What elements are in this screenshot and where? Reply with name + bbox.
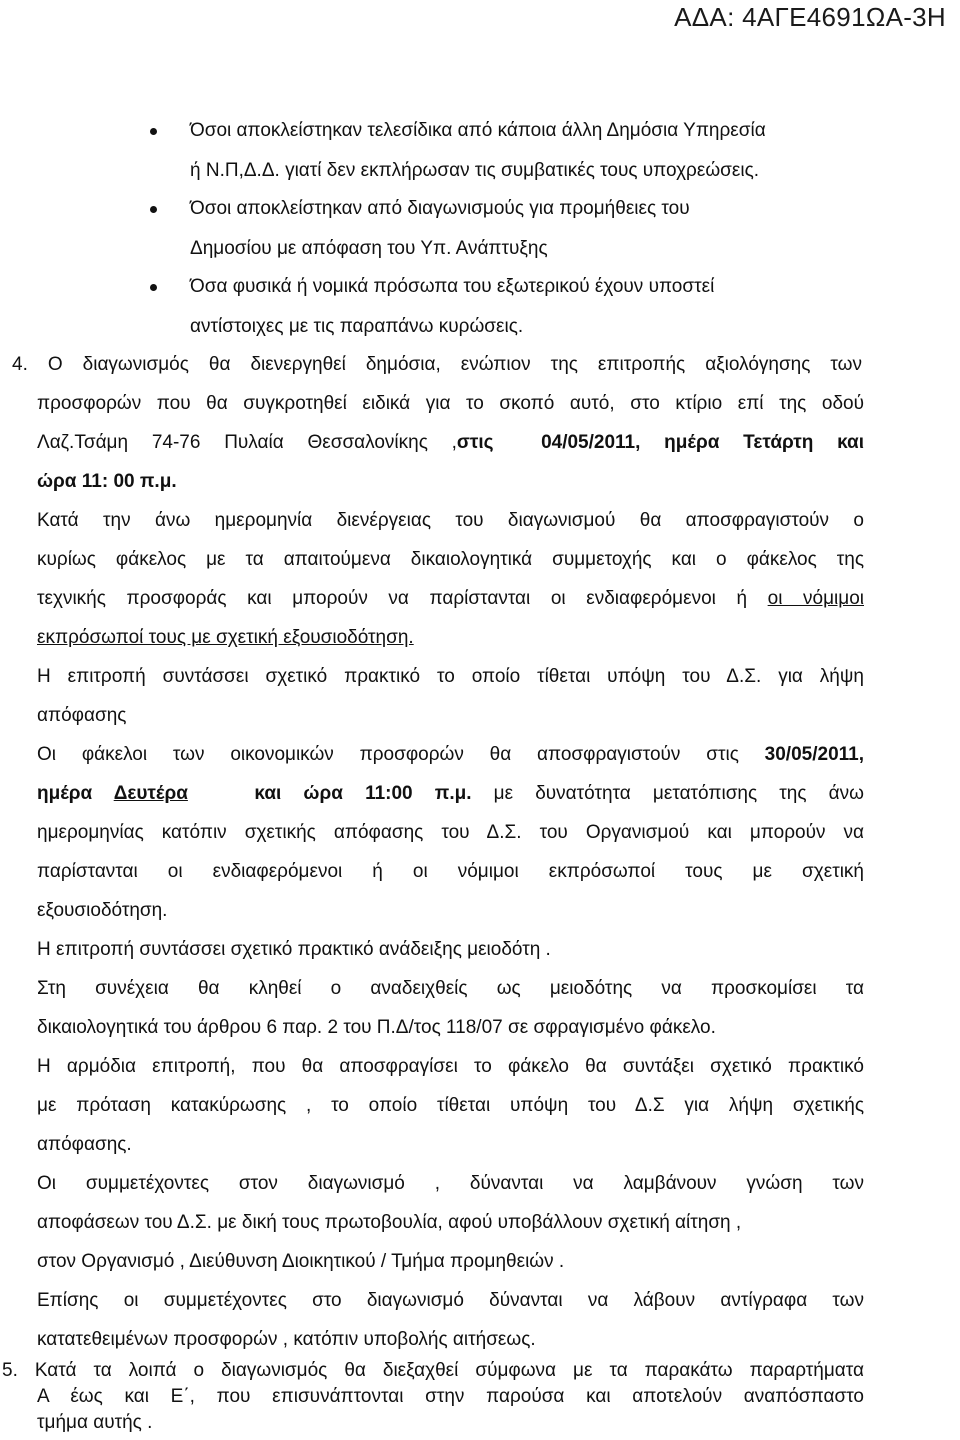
section5-line: τμήμα αυτής . bbox=[37, 1412, 153, 1433]
section5-line: 5. Κατά τα λοιπά ο διαγωνισμός θα διεξαχθεί σύμφωνα με τα παρακάτω παραρτήματα bbox=[2, 1360, 864, 1381]
paragraph-line: απόφασης bbox=[37, 705, 127, 726]
paragraph-text: Οι φάκελοι των οικονομικών προσφορών θα αποσφραγιστούν στις bbox=[37, 744, 765, 765]
financial-opening-date: 30/05/2011, bbox=[764, 744, 864, 765]
bullet-line: αντίστοιχες με τις παραπάνω κυρώσεις. bbox=[190, 316, 524, 337]
bullet-icon bbox=[150, 128, 157, 135]
paragraph-line: Η επιτροπή συντάσσει σχετικό πρακτικό το οποίο τίθεται υπόψη του Δ.Σ. για λήψη bbox=[37, 666, 864, 687]
paragraph-line: στον Οργανισμό , Διεύθυνση Διοικητικού / Τμήμα προμηθειών . bbox=[37, 1251, 565, 1272]
paragraph-line bbox=[37, 781, 864, 807]
bullet-line: Όσοι αποκλείστηκαν τελεσίδικα από κάποια άλλη Δημόσια Υπηρεσία bbox=[190, 120, 766, 141]
paragraph-line: Η επιτροπή συντάσσει σχετικό πρακτικό ανάδειξης μειοδότη . bbox=[37, 939, 551, 960]
paragraph-text: με δυνατότητα μετατόπισης της άνω bbox=[471, 783, 864, 804]
paragraph-line bbox=[37, 586, 864, 612]
section4-line: προσφορών που θα συγκροτηθεί ειδικά για το σκοπό αυτό, στο κτίριο επί της οδού bbox=[37, 393, 864, 414]
paragraph-line: Στη συνέχεια θα κληθεί ο αναδειχθείς ως μειοδότης να προσκομίσει τα bbox=[37, 978, 864, 999]
paragraph-line: κυρίως φάκελος με τα απαιτούμενα δικαιολογητικά συμμετοχής και ο φάκελος της bbox=[37, 549, 864, 570]
paragraph-line: απόφασης. bbox=[37, 1134, 132, 1155]
paragraph-line: κατατεθειμένων προσφορών , κατόπιν υποβολής αιτήσεως. bbox=[37, 1329, 536, 1350]
paragraph-line: Η αρμόδια επιτροπή, που θα αποσφραγίσει το φάκελο θα συντάξει σχετικό πρακτικό bbox=[37, 1056, 864, 1077]
paragraph-line: ημερομηνίας κατόπιν σχετικής απόφασης του Δ.Σ. του Οργανισμού και μπορούν να bbox=[37, 822, 864, 843]
bullet-icon bbox=[150, 206, 157, 213]
underlined-text: εκπρόσωποί τους με σχετική εξουσιοδότηση. bbox=[37, 627, 414, 648]
bullet-icon bbox=[150, 284, 157, 291]
paragraph-line: δικαιολογητικά του άρθρου 6 παρ. 2 του Π.Δ/τος 118/07 σε σφραγισμένο φάκελο. bbox=[37, 1017, 716, 1038]
opening-time: ώρα 11: 00 π.μ. bbox=[37, 471, 177, 492]
bullet-line: Δημοσίου με απόφαση του Υπ. Ανάπτυξης bbox=[190, 238, 548, 259]
address-city: Πυλαία Θεσσαλονίκης , bbox=[200, 432, 457, 453]
opening-date: στις 04/05/2011, ημέρα Τετάρτη και bbox=[456, 432, 864, 453]
bullet-line: Όσα φυσικά ή νομικά πρόσωπα του εξωτερικού έχουν υποστεί bbox=[190, 276, 715, 297]
paragraph-line bbox=[37, 742, 864, 768]
address-street: Λαζ.Τσάμη 74-76 bbox=[37, 432, 201, 453]
paragraph-line: Επίσης οι συμμετέχοντες στο διαγωνισμό δύνανται να λάβουν αντίγραφα των bbox=[37, 1290, 864, 1311]
paragraph-line: Κατά την άνω ημερομηνία διενέργειας του διαγωνισμού θα αποσφραγιστούν ο bbox=[37, 510, 864, 531]
paragraph-line bbox=[37, 625, 414, 651]
bullet-line: Όσοι αποκλείστηκαν από διαγωνισμούς για προμήθειες του bbox=[190, 198, 690, 219]
section4-line bbox=[37, 430, 864, 456]
bold-text: και ώρα 11:00 π.μ. bbox=[187, 783, 472, 804]
paragraph-line: Οι συμμετέχοντες στον διαγωνισμό , δύνανται να λαμβάνουν γνώση των bbox=[37, 1173, 864, 1194]
paragraph-line: παρίστανται οι ενδιαφερόμενοι ή οι νόμιμοι εκπρόσωποί τους με σχετική bbox=[37, 861, 864, 882]
bullet-line: ή Ν.Π,Δ.Δ. γιατί δεν εκπλήρωσαν τις συμβατικές τους υποχρεώσεις. bbox=[190, 160, 760, 181]
bold-text: ημέρα bbox=[37, 783, 114, 804]
ada-code: ΑΔΑ: 4ΑΓΕ4691ΩΑ-3Η bbox=[674, 2, 946, 32]
bold-underlined-text: Δευτέρα bbox=[113, 783, 188, 804]
section5-line: Α έως και Ε΄, που επισυνάπτονται στην παρούσα και αποτελούν αναπόσπαστο bbox=[37, 1386, 864, 1407]
underlined-text: οι νόμιμοι bbox=[767, 588, 864, 609]
paragraph-text: τεχνικής προσφοράς και μπορούν να παρίστανται οι ενδιαφερόμενοι ή bbox=[37, 588, 768, 609]
paragraph-line: εξουσιοδότηση. bbox=[37, 900, 168, 921]
paragraph-line: αποφάσεων του Δ.Σ. με δική τους πρωτοβουλία, αφού υποβάλλουν σχετική αίτηση , bbox=[37, 1212, 742, 1233]
paragraph-line: με πρόταση κατακύρωσης , το οποίο τίθεται υπόψη του Δ.Σ για λήψη σχετικής bbox=[37, 1095, 864, 1116]
section4-line: 4. Ο διαγωνισμός θα διενεργηθεί δημόσια, ενώπιον της επιτροπής αξιολόγησης των bbox=[12, 354, 862, 375]
